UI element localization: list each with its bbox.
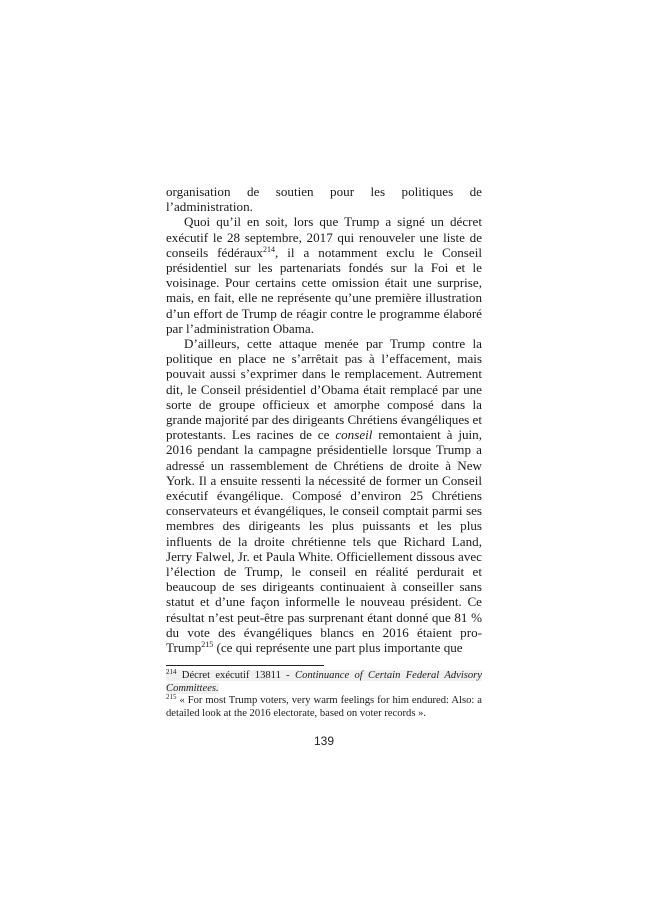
footnotes — [166, 670, 482, 720]
footnote-214 — [166, 670, 482, 695]
page-number: 139 — [313, 734, 335, 748]
footnote-text: Décret exécutif 13811 - — [176, 670, 296, 682]
footnote-divider — [166, 665, 324, 666]
italic-term: conseil — [335, 427, 373, 443]
footnote-title: Continuance of Certain Federal Advisory Committees. — [166, 670, 483, 694]
footnote-ref-214[interactable]: 214 — [262, 244, 275, 254]
paragraph-text: , il a notamment exclu le Conseil présidentiel sur les partenariats fondés sur la Foi et le voisinage. Pour certains cette omission était une surprise, mais, en fait, elle ne représente qu’une première illustration d’un effort de Trump de réagir contre le programme élaboré par l’administration Obama. — [166, 244, 482, 336]
paragraph-text: D’ailleurs, cette attaque menée par Trump contre la politique en place ne s’arrêtait pas à l’effacement, mais pouvait aussi s’exprimer dans le remplacement. Autrement dit, le Conseil présidentiel d’Obama était remplacé par une sorte de groupe officieux et amorphe composé dans la grande majorité par des dirigeants Chrétiens évangéliques et protestants. Les racines de ce — [166, 336, 482, 443]
footnote-ref-215[interactable]: 215 — [201, 640, 214, 650]
footnote-215 — [166, 695, 482, 720]
paragraph-text: Quoi qu’il en soit, lors que Trump a signé un décret exécutif le 28 septembre, 2017 qui renouveler une liste de conseils fédéraux — [166, 214, 482, 260]
book-page — [166, 184, 483, 748]
paragraph-text: organisation de soutien pour les politiques de l’administration. — [166, 184, 482, 215]
paragraph-text: (ce qui représente une part plus importante que — [213, 640, 463, 656]
paragraph-text: remontaient à juin, 2016 pendant la campagne présidentielle lorsque Trump a adressé un rassemblement de Chrétiens de droite à New York. Il a ensuite ressenti la nécessité de former un Conseil exécutif évangélique. Composé d’environ 25 Chrétiens conservateurs et évangéliques, le conseil comptait parmi ses membres des dirigeants les plus puissants et les plus influents de la droite chrétienne tels que Richard Land, Jerry Falwel, Jr. et Paula White. Officiellement dissous avec l’élection de Trump, le conseil en réalité perdurait et beaucoup de ses dirigeants continuaient à conseiller sans statut et d’une façon informelle le nouveau président. Ce résultat n’est peut-être pas surprenant étant donné que 81 % du vote des évangéliques blancs en 2016 étaient pro-Trump — [166, 427, 482, 656]
footnote-text: « For most Trump voters, very warm feelings for him endured: Also: a detailed look at the 2016 electorate, based on voter records ». — [166, 695, 482, 720]
paragraph-1 — [166, 184, 482, 214]
footnote-number: 214 — [166, 668, 177, 677]
body-text — [166, 184, 482, 655]
footnote-highlight — [166, 670, 482, 694]
paragraph-3 — [166, 336, 482, 655]
paragraph-2 — [166, 214, 482, 336]
footnote-number: 215 — [166, 693, 177, 702]
